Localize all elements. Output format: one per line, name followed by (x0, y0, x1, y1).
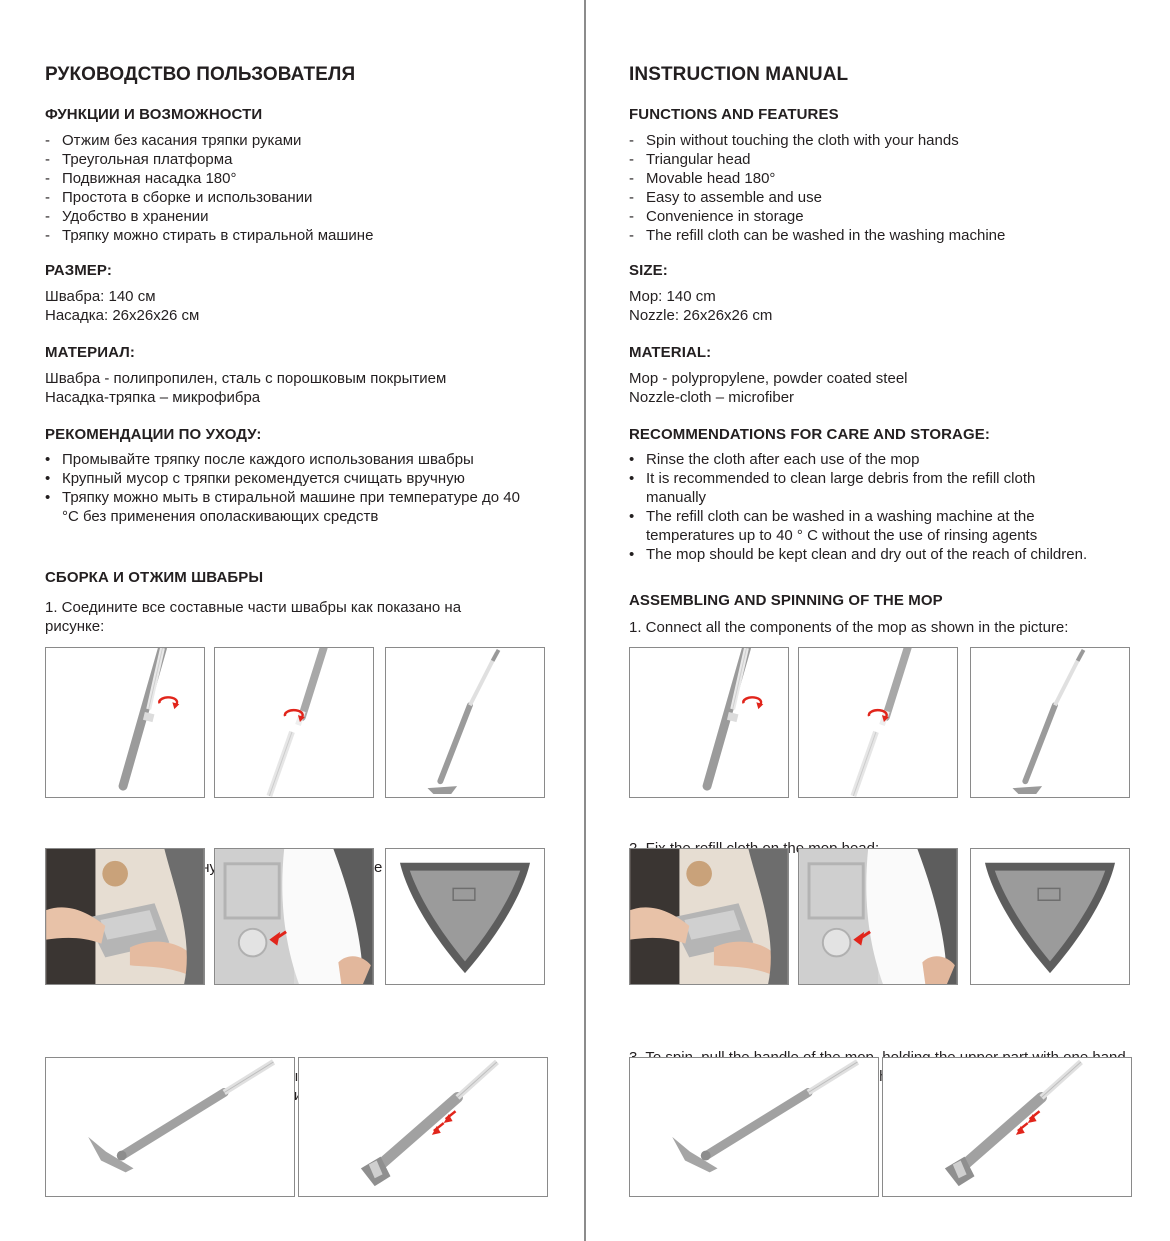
size-line: Nozzle: 26x26x26 cm (629, 307, 773, 324)
material-line: Насадка-тряпка – микрофибра (45, 389, 261, 406)
list-item: - Тряпку можно стирать в стиральной машине (45, 227, 374, 244)
step-2-text: the (783, 840, 805, 857)
russian-column (45, 0, 565, 635)
list-item: • Крупный мусор с тряпки рекомендуется счищать вручную (45, 470, 465, 487)
list-item: • Rinse the cloth after each use of the mop (629, 451, 920, 468)
photo-spin-2 (882, 1057, 1132, 1197)
photo-cloth-2 (214, 848, 374, 985)
assembly-heading: СБОРКА И ОТЖИМ ШВАБРЫ (45, 569, 264, 586)
photo-spin-2 (298, 1057, 548, 1197)
size-heading: SIZE: (629, 262, 668, 279)
material-heading: MATERIAL: (629, 344, 712, 361)
material-line: Nozzle-cloth – microfiber (629, 389, 795, 406)
care-heading: RECOMMENDATIONS FOR CARE AND STORAGE: (629, 426, 990, 443)
photo-cloth-2 (798, 848, 958, 985)
page-title: INSTRUCTION MANUAL (629, 64, 849, 85)
assembly-heading: ASSEMBLING AND SPINNING OF THE MOP (629, 592, 943, 609)
list-item: • Промывайте тряпку после каждого использования швабры (45, 451, 474, 468)
photo-cloth-1 (629, 848, 789, 985)
list-item: - Треугольная платформа (45, 151, 233, 168)
list-item: - Movable head 180° (629, 170, 776, 187)
step-1-text: 1. Соедините все составные части швабры как показано на рисунке: (45, 599, 462, 635)
list-item: • It is recommended to clean large debris from the refill cloth manually (629, 470, 1036, 506)
list-item: - Triangular head (629, 151, 751, 168)
step-1-text: 1. Connect all the components of the mop as shown in the picture: (629, 619, 1069, 636)
size-line: Швабра: 140 см (45, 288, 156, 305)
photo-cloth-1 (45, 848, 205, 985)
photo-assembly-2 (214, 647, 374, 798)
care-heading: РЕКОМЕНДАЦИИ ПО УХОДУ: (45, 426, 262, 443)
photo-assembly-1 (629, 647, 789, 798)
list-item: - Easy to assemble and use (629, 189, 822, 206)
size-heading: РАЗМЕР: (45, 262, 112, 279)
english-column (629, 0, 1139, 857)
list-item: • Тряпку можно мыть в стиральной машине при температуре до 40 °С без применения ополаскивающих средств (45, 489, 520, 525)
size-line: Mop: 140 cm (629, 288, 716, 305)
page-title: РУКОВОДСТВО ПОЛЬЗОВАТЕЛЯ (45, 64, 356, 85)
photo-assembly-2 (798, 647, 958, 798)
list-item: - The refill cloth can be washed in the washing machine (629, 227, 1006, 244)
list-item: - Convenience in storage (629, 208, 804, 225)
list-item: - Отжим без касания тряпки руками (45, 132, 302, 149)
size-line: Насадка: 26х26х26 см (45, 307, 200, 324)
list-item: - Подвижная насадка 180° (45, 170, 237, 187)
care-list (45, 450, 535, 526)
features-heading: FUNCTIONS AND FEATURES (629, 106, 839, 123)
photo-assembly-3 (385, 647, 545, 798)
material-line: Mop - polypropylene, powder coated steel (629, 370, 908, 387)
features-heading: ФУНКЦИИ И ВОЗМОЖНОСТИ (45, 106, 263, 123)
list-item: - Удобство в хранении (45, 208, 209, 225)
features-list (629, 131, 1139, 245)
material-heading: МАТЕРИАЛ: (45, 344, 135, 361)
care-list (629, 450, 1139, 564)
features-list (45, 131, 565, 245)
list-item: • The refill cloth can be washed in a washing machine at the temperatures up to 40 ° C without the use of rinsing agents (629, 508, 1038, 544)
photo-spin-1 (45, 1057, 295, 1197)
list-item: - Spin without touching the cloth with your hands (629, 132, 959, 149)
material-line: Швабра - полипропилен, сталь с порошковым покрытием (45, 370, 447, 387)
column-divider (584, 0, 586, 1241)
photo-assembly-1 (45, 647, 205, 798)
photo-spin-1 (629, 1057, 879, 1197)
photo-cloth-3 (385, 848, 545, 985)
list-item: • The mop should be kept clean and dry out of the reach of children. (629, 546, 1088, 563)
list-item: - Простота в сборке и использовании (45, 189, 313, 206)
photo-cloth-3 (970, 848, 1130, 985)
photo-assembly-3 (970, 647, 1130, 798)
